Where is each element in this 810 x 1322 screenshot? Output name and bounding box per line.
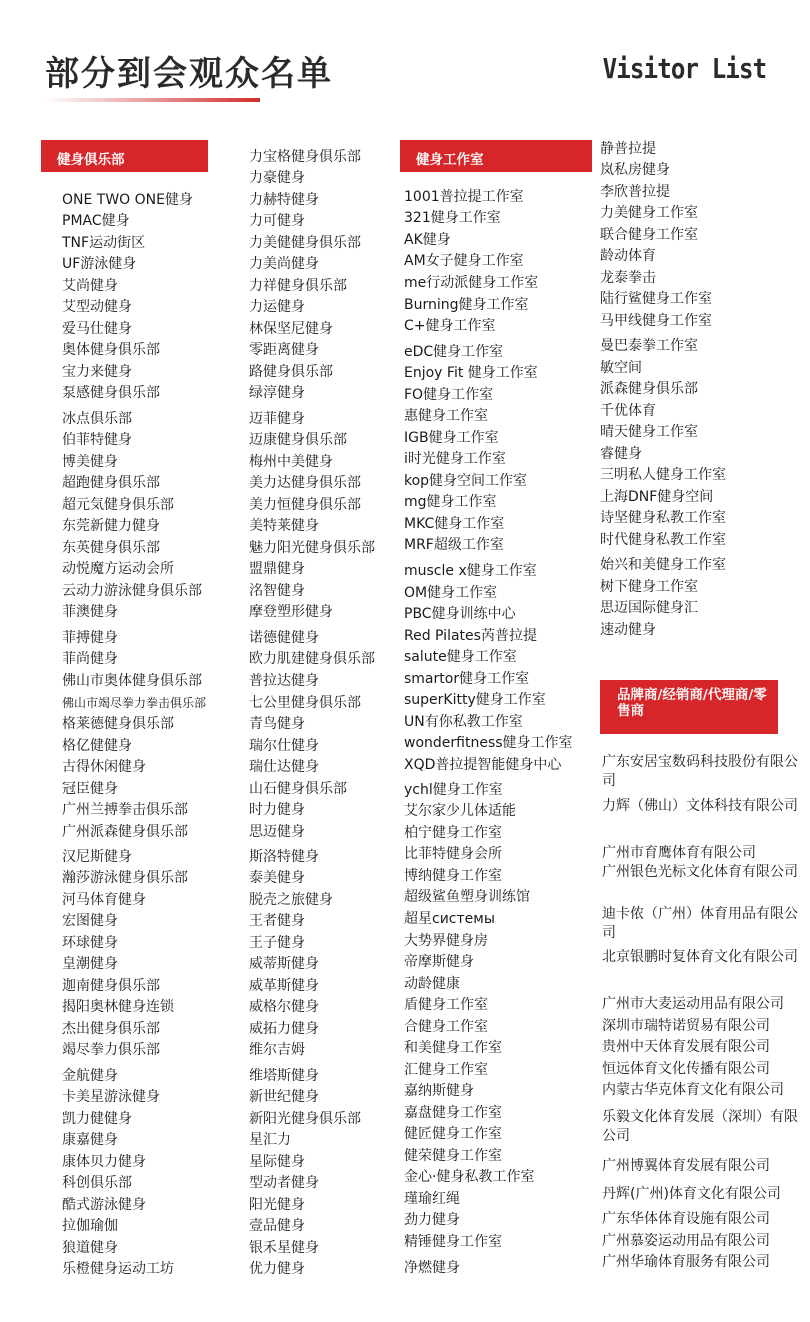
visitor-list-item: 揭阳奥林健身连锁	[62, 999, 174, 1015]
visitor-list-item: 维塔斯健身	[249, 1068, 319, 1084]
visitor-list-item: 始兴和美健身工作室	[600, 557, 726, 573]
visitor-list-item: 酷式游泳健身	[62, 1197, 146, 1213]
visitor-list-item: 瀚莎游泳健身俱乐部	[62, 870, 188, 886]
visitor-list-item: 深圳市瑞特诺贸易有限公司	[602, 1018, 770, 1034]
visitor-list-item: IGB健身工作室	[404, 430, 499, 446]
category-badge-fitness-studios: 健身工作室	[400, 140, 592, 172]
visitor-list-item: 康嘉健身	[62, 1132, 118, 1148]
visitor-list-item: 竭尽拳力俱乐部	[62, 1042, 160, 1058]
visitor-list-item: 博美健身	[62, 454, 118, 470]
visitor-list-item: 龙泰拳击	[600, 270, 656, 286]
visitor-list-item: 超级鲨鱼塑身训练馆	[404, 889, 530, 905]
visitor-list-item: 魅力阳光健身俱乐部	[249, 540, 375, 556]
visitor-list-item: 晴天健身工作室	[600, 424, 698, 440]
visitor-list-item: 比菲特健身会所	[404, 846, 502, 862]
visitor-list-item: 斯洛特健身	[249, 849, 319, 865]
visitor-list-item: 金心·健身私教工作室	[404, 1169, 535, 1185]
visitor-list-item: 狼道健身	[62, 1240, 118, 1256]
visitor-list-item: AM女子健身工作室	[404, 253, 524, 269]
category-badge-brands: 品牌商/经销商/代理商/零售商	[600, 680, 778, 734]
visitor-list-item: 林保坚尼健身	[249, 321, 333, 337]
visitor-list-item: 东莞新健力健身	[62, 518, 160, 534]
visitor-list-item: 岚私房健身	[600, 162, 670, 178]
visitor-list-item: 星汇力	[249, 1132, 291, 1148]
visitor-list-item: 凯力健健身	[62, 1111, 132, 1127]
visitor-list-item: 力美健健身俱乐部	[249, 235, 361, 251]
visitor-list-item: PBC健身训练中心	[404, 606, 516, 622]
visitor-list-item: 联合健身工作室	[600, 227, 698, 243]
visitor-list-item: 力辉（佛山）文体科技有限公司	[602, 798, 798, 814]
visitor-list-item: kop健身空间工作室	[404, 473, 528, 489]
visitor-list-item: C+健身工作室	[404, 318, 496, 334]
visitor-list-item: 菲尚健身	[62, 651, 118, 667]
visitor-list-item: 柏宁健身工作室	[404, 825, 502, 841]
visitor-list-item: 壹品健身	[249, 1218, 305, 1234]
visitor-list-item: 净燃健身	[404, 1260, 460, 1276]
visitor-list-item: 帝摩斯健身	[404, 954, 474, 970]
visitor-list-item: 脱壳之旅健身	[249, 892, 333, 908]
visitor-list-item: 汉尼斯健身	[62, 849, 132, 865]
visitor-list-item: 广东安居宝数码科技股份有限公司	[602, 754, 798, 789]
visitor-list-item: 型动者健身	[249, 1175, 319, 1191]
visitor-list-item: 思迈健身	[249, 824, 305, 840]
visitor-list-item: 威拓力健身	[249, 1021, 319, 1037]
visitor-list-item: 合健身工作室	[404, 1019, 488, 1035]
visitor-list-item: 零距离健身	[249, 342, 319, 358]
visitor-list-item: eDC健身工作室	[404, 344, 504, 360]
visitor-list-item: 嘉纳斯健身	[404, 1083, 474, 1099]
visitor-list-item: 内蒙古华克体育文化有限公司	[602, 1082, 784, 1098]
visitor-list-item: 力赫特健身	[249, 192, 319, 208]
visitor-list-item: 路健身俱乐部	[249, 364, 333, 380]
visitor-list-item: MRF超级工作室	[404, 537, 504, 553]
visitor-list-item: 广州兰搏拳击俱乐部	[62, 802, 188, 818]
visitor-list-item: AK健身	[404, 232, 451, 248]
visitor-list-item: 泵感健身俱乐部	[62, 385, 160, 401]
visitor-list-item: 欧力肌建健身俱乐部	[249, 651, 375, 667]
visitor-list-item: 格亿健健身	[62, 738, 132, 754]
visitor-list-item: 超星системы	[404, 911, 495, 927]
visitor-list-item: 速动健身	[600, 622, 656, 638]
visitor-list-item: 青鸟健身	[249, 716, 305, 732]
visitor-list-item: 瑞仕达健身	[249, 759, 319, 775]
visitor-list-item: 爱马仕健身	[62, 321, 132, 337]
visitor-list-item: 乐毅文化体育发展（深圳）有限公司	[602, 1109, 798, 1144]
visitor-list-item: 广州慕姿运动用品有限公司	[602, 1233, 770, 1249]
title-underline	[45, 98, 260, 102]
visitor-list-item: 诗坚健身私教工作室	[600, 510, 726, 526]
visitor-list-item: 盟鼎健身	[249, 561, 305, 577]
visitor-list-item: 李欣普拉提	[600, 184, 670, 200]
visitor-list-item: 摩登塑形健身	[249, 604, 333, 620]
visitor-list-item: wonderfitness健身工作室	[404, 735, 573, 751]
visitor-list-item: 梅州中美健身	[249, 454, 333, 470]
visitor-list-item: PMAC健身	[62, 213, 130, 229]
visitor-list-item: salute健身工作室	[404, 649, 517, 665]
visitor-list-item: 迈康健身俱乐部	[249, 432, 347, 448]
visitor-list-item: 山石健身俱乐部	[249, 781, 347, 797]
visitor-list-item: Burning健身工作室	[404, 297, 529, 313]
visitor-list-item: 杰出健身俱乐部	[62, 1021, 160, 1037]
visitor-list-item: MKC健身工作室	[404, 516, 505, 532]
page-title-english: Visitor List	[602, 52, 766, 85]
visitor-list-item: 博纳健身工作室	[404, 868, 502, 884]
visitor-list-item: 广州华瑜体育服务有限公司	[602, 1254, 770, 1270]
visitor-list-item: 格莱德健身俱乐部	[62, 716, 174, 732]
visitor-list-item: OM健身工作室	[404, 585, 498, 601]
category-badge-fitness-clubs: 健身俱乐部	[41, 140, 208, 172]
visitor-list-item: 银禾星健身	[249, 1240, 319, 1256]
page-title: 部分到会观众名单	[45, 54, 333, 94]
visitor-list-item: 新阳光健身俱乐部	[249, 1111, 361, 1127]
visitor-list-item: 普拉达健身	[249, 673, 319, 689]
visitor-list-item: 美力达健身俱乐部	[249, 475, 361, 491]
visitor-list-item: 威格尔健身	[249, 999, 319, 1015]
visitor-list-item: 惠健身工作室	[404, 408, 488, 424]
visitor-list-item: 宝力来健身	[62, 364, 132, 380]
visitor-list-item: 洺智健身	[249, 583, 305, 599]
visitor-list-item: 力美健身工作室	[600, 205, 698, 221]
visitor-list-item: 伯菲特健身	[62, 432, 132, 448]
visitor-list-item: 上海DNF健身空间	[600, 489, 714, 505]
visitor-list-item: 广州市大麦运动用品有限公司	[602, 996, 784, 1012]
visitor-list-item: 环球健身	[62, 935, 118, 951]
visitor-list-item: i时光健身工作室	[404, 451, 506, 467]
visitor-list-item: 321健身工作室	[404, 210, 501, 226]
visitor-list-item: 优力健身	[249, 1261, 305, 1277]
visitor-list-item: 冰点俱乐部	[62, 411, 132, 427]
visitor-list-item: 三明私人健身工作室	[600, 467, 726, 483]
visitor-list-item: 力运健身	[249, 299, 305, 315]
visitor-list-item: 力祥健身俱乐部	[249, 278, 347, 294]
visitor-list-item: XQD普拉提智能健身中心	[404, 757, 562, 773]
visitor-list-item: 瑾瑜红绳	[404, 1191, 460, 1207]
visitor-list-item: 维尔吉姆	[249, 1042, 305, 1058]
visitor-list-item: 力可健身	[249, 213, 305, 229]
visitor-list-item: 汇健身工作室	[404, 1062, 488, 1078]
visitor-list-item: 卡美星游泳健身	[62, 1089, 160, 1105]
visitor-list-item: 美力恒健身俱乐部	[249, 497, 361, 513]
visitor-list-item: 云动力游泳健身俱乐部	[62, 583, 202, 599]
visitor-list-item: 广东华体体育设施有限公司	[602, 1211, 770, 1227]
visitor-list-item: 静普拉提	[600, 141, 656, 157]
visitor-list-item: 敏空间	[600, 360, 642, 376]
visitor-list-item: 乐橙健身运动工坊	[62, 1261, 174, 1277]
visitor-list-item: smartor健身工作室	[404, 671, 530, 687]
visitor-list-item: 健荣健身工作室	[404, 1148, 502, 1164]
visitor-list-item: 河马体育健身	[62, 892, 146, 908]
visitor-list-item: 奥体健身俱乐部	[62, 342, 160, 358]
visitor-list-item: 嘉盘健身工作室	[404, 1105, 502, 1121]
visitor-list-item: mg健身工作室	[404, 494, 497, 510]
visitor-list-item: ychl健身工作室	[404, 782, 503, 798]
visitor-list-item: 力宝格健身俱乐部	[249, 149, 361, 165]
visitor-list-item: 时力健身	[249, 802, 305, 818]
visitor-list-item: 超元気健身俱乐部	[62, 497, 174, 513]
visitor-list-item: 超跑健身俱乐部	[62, 475, 160, 491]
visitor-list-item: 艾尚健身	[62, 278, 118, 294]
visitor-list-item: 瑞尔仕健身	[249, 738, 319, 754]
visitor-list-item: 菲搏健身	[62, 630, 118, 646]
visitor-list-item: 康体贝力健身	[62, 1154, 146, 1170]
visitor-list-item: 王子健身	[249, 935, 305, 951]
visitor-list-item: 菲澳健身	[62, 604, 118, 620]
visitor-list-item: 皇潮健身	[62, 956, 118, 972]
visitor-list-item: 绿淳健身	[249, 385, 305, 401]
visitor-list-item: 东英健身俱乐部	[62, 540, 160, 556]
visitor-list-item: 劲力健身	[404, 1212, 460, 1228]
visitor-list-item: 星际健身	[249, 1154, 305, 1170]
visitor-list-item: muscle x健身工作室	[404, 563, 537, 579]
visitor-list-item: 威蒂斯健身	[249, 956, 319, 972]
visitor-list-item: 龄动体育	[600, 248, 656, 264]
visitor-list-item: 金航健身	[62, 1068, 118, 1084]
visitor-list-item: 威革斯健身	[249, 978, 319, 994]
visitor-list-item: 广州市育鹰体育有限公司	[602, 845, 756, 861]
visitor-list-item: 盾健身工作室	[404, 997, 488, 1013]
visitor-list-item: 迦南健身俱乐部	[62, 978, 160, 994]
visitor-list-item: 泰美健身	[249, 870, 305, 886]
visitor-list-item: ONE TWO ONE健身	[62, 192, 193, 208]
visitor-list-item: 1001普拉提工作室	[404, 189, 524, 205]
visitor-list-item: 力豪健身	[249, 170, 305, 186]
visitor-list-item: 冠臣健身	[62, 781, 118, 797]
visitor-list-item: 大势界健身房	[404, 933, 488, 949]
visitor-list-item: 古得休闲健身	[62, 759, 146, 775]
visitor-list-item: 健匠健身工作室	[404, 1126, 502, 1142]
visitor-list-item: 艾尔家少儿体适能	[404, 803, 516, 819]
visitor-list-item: 美特莱健身	[249, 518, 319, 534]
visitor-list-item: 广州派森健身俱乐部	[62, 824, 188, 840]
visitor-list-item: Enjoy Fit 健身工作室	[404, 365, 538, 381]
visitor-list-item: 阳光健身	[249, 1197, 305, 1213]
visitor-list-item: superKitty健身工作室	[404, 692, 546, 708]
visitor-list-item: 时代健身私教工作室	[600, 532, 726, 548]
visitor-list-item: 贵州中天体育发展有限公司	[602, 1039, 770, 1055]
visitor-list-item: 力美尚健身	[249, 256, 319, 272]
visitor-list-item: me行动派健身工作室	[404, 275, 539, 291]
visitor-list-item: UF游泳健身	[62, 256, 137, 272]
visitor-list-item: 新世纪健身	[249, 1089, 319, 1105]
visitor-list-item: 诺德健健身	[249, 630, 319, 646]
visitor-list-item: 恒远体育文化传播有限公司	[602, 1061, 770, 1077]
visitor-list-item: 丹辉(广州)体育文化有限公司	[602, 1186, 781, 1202]
visitor-list-item: 科创俱乐部	[62, 1175, 132, 1191]
visitor-list-item: 曼巴泰拳工作室	[600, 338, 698, 354]
visitor-list-item: 北京银鹏时复体育文化有限公司	[602, 949, 798, 965]
visitor-list-item: 和美健身工作室	[404, 1040, 502, 1056]
visitor-list-item: 动龄健康	[404, 976, 460, 992]
visitor-list-item: 广州银色光标文化体育有限公司	[602, 864, 798, 880]
visitor-list-item: 广州博翼体育发展有限公司	[602, 1158, 770, 1174]
visitor-list-item: 王者健身	[249, 913, 305, 929]
visitor-list-item: 陆行鲨健身工作室	[600, 291, 712, 307]
visitor-list-item: 艾型动健身	[62, 299, 132, 315]
visitor-list-item: 派森健身俱乐部	[600, 381, 698, 397]
visitor-list-item: 睿健身	[600, 446, 642, 462]
visitor-list-item: 马甲线健身工作室	[600, 313, 712, 329]
visitor-list-item: 佛山市奥体健身俱乐部	[62, 673, 202, 689]
visitor-list-item: 七公里健身俱乐部	[249, 695, 361, 711]
visitor-list-item: 宏图健身	[62, 913, 118, 929]
visitor-list-item: 迈菲健身	[249, 411, 305, 427]
visitor-list-item: FO健身工作室	[404, 387, 494, 403]
visitor-list-item: Red Pilates芮普拉提	[404, 628, 537, 644]
visitor-list-item: 动悦魔方运动会所	[62, 561, 174, 577]
visitor-list-item: 思迈国际健身汇	[600, 600, 698, 616]
visitor-list-item: TNF运动街区	[62, 235, 146, 251]
visitor-list-item: 拉伽瑜伽	[62, 1218, 118, 1234]
visitor-list-item: 树下健身工作室	[600, 579, 698, 595]
visitor-list-item: 千优体育	[600, 403, 656, 419]
visitor-list-item: 佛山市竭尽拳力拳击俱乐部	[62, 696, 207, 710]
visitor-list-item: 精锤健身工作室	[404, 1234, 502, 1250]
visitor-list-item: UN有你私教工作室	[404, 714, 523, 730]
visitor-list-item: 迪卡侬（广州）体育用品有限公司	[602, 906, 798, 941]
